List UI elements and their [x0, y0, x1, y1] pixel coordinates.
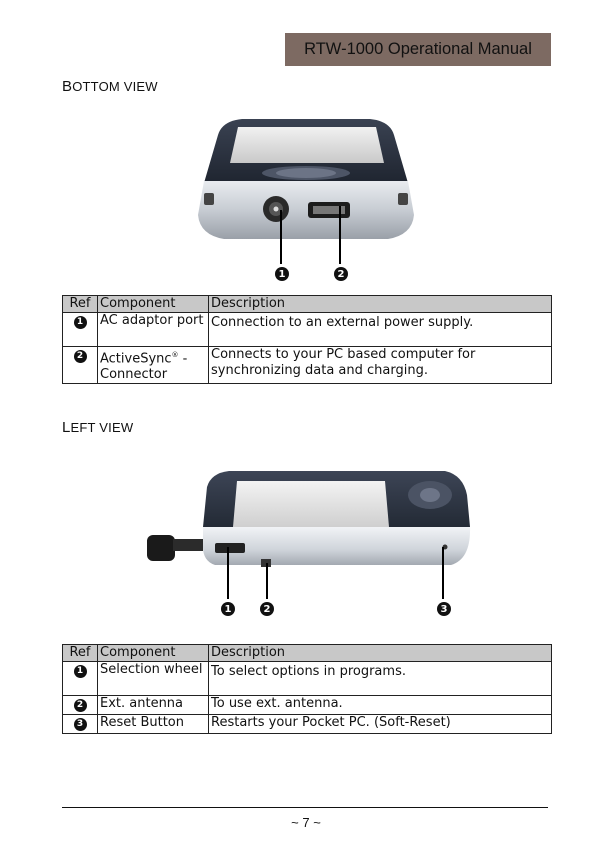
header-ref: Ref [63, 645, 98, 662]
callout-3-left: 3 [437, 602, 451, 616]
header-description: Description [209, 296, 552, 313]
callout-1-bottom: 1 [275, 267, 289, 281]
description-cell: Connects to your PC based computer for synchronizing data and charging. [209, 347, 552, 384]
ref-cell: 1 [63, 313, 98, 347]
manual-title-banner [285, 33, 551, 66]
component-cell: Reset Button [98, 715, 209, 734]
table-header-row [63, 296, 552, 313]
table-row [63, 347, 552, 384]
description-cell: To select options in programs. [209, 662, 552, 696]
left-view-table [62, 644, 552, 734]
page-number: ~ 7 ~ [291, 815, 321, 830]
ref-cell: 2 [63, 347, 98, 384]
header-ref: Ref [63, 296, 98, 313]
table-row [63, 313, 552, 347]
description-cell: Connection to an external power supply. [209, 313, 552, 347]
bottom-view-leader-lines [270, 200, 350, 266]
description-cell: Restarts your Pocket PC. (Soft-Reset) [209, 715, 552, 734]
manual-title: RTW-1000 Operational Manual [304, 40, 532, 58]
left-view-leader-lines [220, 545, 452, 601]
bottom-view-title: BOTTOM VIEW [62, 78, 158, 95]
component-cell: Ext. antenna [98, 696, 209, 715]
component-cell: ActiveSync® - Connector [98, 347, 209, 384]
ref-cell: 1 [63, 662, 98, 696]
table-header-row [63, 645, 552, 662]
left-view-title: LEFT VIEW [62, 419, 134, 436]
header-component: Component [98, 645, 209, 662]
footer-rule [62, 807, 548, 808]
callout-1-left: 1 [221, 602, 235, 616]
table-row [63, 696, 552, 715]
table-row [63, 715, 552, 734]
callout-2-left: 2 [260, 602, 274, 616]
header-component: Component [98, 296, 209, 313]
header-description: Description [209, 645, 552, 662]
callout-2-bottom: 2 [334, 267, 348, 281]
bottom-view-table [62, 295, 552, 384]
component-cell: Selection wheel [98, 662, 209, 696]
description-cell: To use ext. antenna. [209, 696, 552, 715]
ref-cell: 2 [63, 696, 98, 715]
ref-cell: 3 [63, 715, 98, 734]
table-row [63, 662, 552, 696]
component-cell: AC adaptor port [98, 313, 209, 347]
